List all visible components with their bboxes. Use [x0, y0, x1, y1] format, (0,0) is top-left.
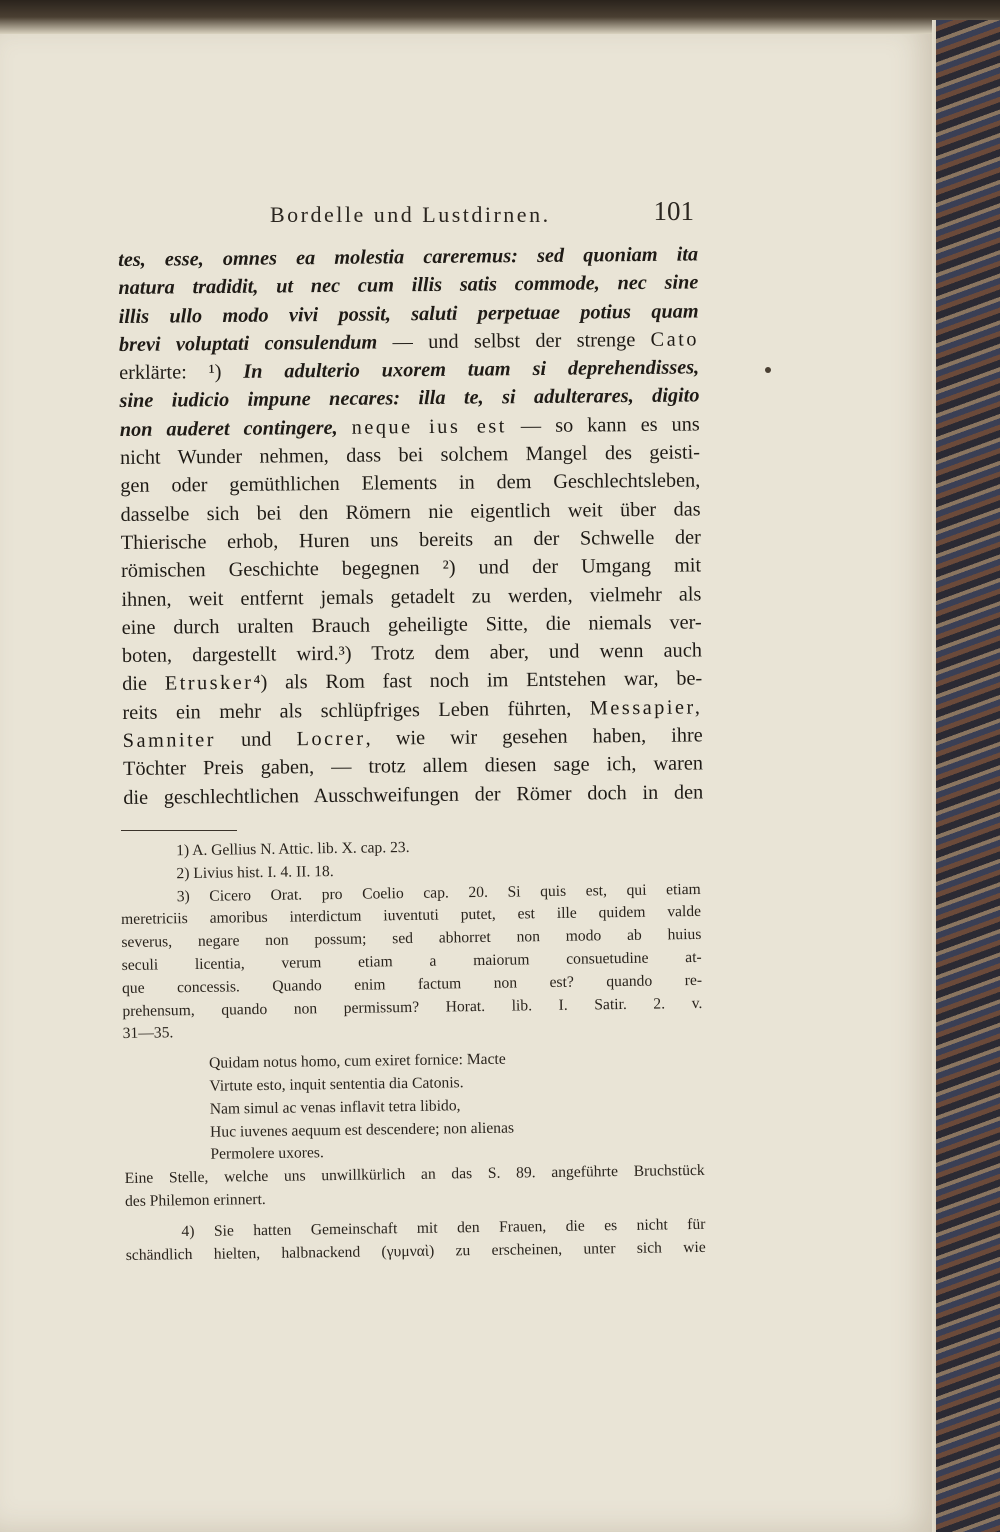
text-segment: eine durch uralten Brauch geheiligte Sitte, die niemals ver- [121, 611, 702, 639]
footnote-3-line: Eine Stelle, welche uns unwillkürlich an das S. 89. angeführte Bruchstück [124, 1162, 705, 1188]
text-segment: natura tradidit, ut nec cum illis satis commode, nec sine [118, 271, 699, 300]
text-segment: Locrer [296, 727, 366, 751]
text-segment: und [215, 728, 297, 752]
footnote-4-line: 4) Sie hatten Gemeinschaft mit den Frauen, die es nicht für [181, 1215, 706, 1240]
verse-line: Huc iuvenes aequum est descendere; non alienas [209, 1119, 515, 1141]
verse-line: Nam simul ac venas inflavit tetra libido, [209, 1097, 461, 1118]
footnote-3-line: des Philemon erinnert. [124, 1190, 266, 1210]
text-segment: nicht Wunder nehmen, dass bei solchem Mangel des geisti- [119, 441, 701, 470]
footnote-2: 2) Livius hist. I. 4. II. 18. [176, 862, 334, 883]
text-segment: Töchter Preis gaben, — trotz allem diesen sage ich, waren [122, 752, 704, 781]
ink-spot [765, 367, 771, 373]
text-segment: , wie wir gesehen haben, ihre [365, 724, 703, 750]
footnote-3-line: meretriciis amoribus interdictum iuventuti putet, est ille quidem valde [120, 903, 702, 929]
text-segment: erklärte: ¹) [119, 360, 244, 385]
footnote-rule [121, 830, 237, 831]
footnote-4-line: schändlich hielten, halbnackend (γυμναὶ) zu erscheinen, unter sich wie [125, 1238, 706, 1264]
text-segment: illis ullo modo vivi possit, saluti perpetuae potius quam [118, 300, 699, 328]
text-segment: tes, esse, omnes ea molestia careremus: sed quoniam ita [118, 243, 699, 271]
text-segment: sine iudicio impune necares: illa te, si adulterares, digito [119, 384, 700, 413]
text-segment: Samniter [122, 729, 217, 753]
text-segment: gen oder gemüthlichen Elements in dem Geschlechtsleben, [120, 469, 701, 498]
page-number: 101 [653, 196, 694, 226]
page-header [120, 196, 698, 236]
footnotes [120, 833, 706, 1267]
footnote-3-line: seculi licentia, verum etiam a maiorum consuetudine at- [121, 948, 702, 974]
main-text [118, 240, 703, 811]
text-segment: Etrusker [164, 672, 254, 696]
footnote-3-line: 3) Cicero Orat. pro Coelio cap. 20. Si quis est, qui etiam [176, 880, 701, 905]
text-line [123, 778, 703, 812]
verse-line: Virtute esto, inquit sententia dia Catonis. [209, 1074, 464, 1095]
text-segment: — und selbst der strenge [377, 328, 651, 354]
text-segment: Thierische erhob, Huren uns bereits an der Schwelle der [120, 526, 701, 554]
text-segment: brevi voluptati consulendum [118, 331, 378, 356]
verse-line: Quidam notus homo, cum exiret fornice: Macte [208, 1050, 506, 1072]
text-segment: boten, dargestellt wird.³) Trotz dem aber, und wenn auch [121, 639, 703, 668]
text-segment: dasselbe sich bei den Römern nie eigentlich weit über das [120, 498, 701, 526]
text-segment: neque ius est [351, 415, 507, 439]
verse-line: Permolere uxores. [210, 1144, 324, 1164]
text-segment: — so kann es uns [506, 413, 700, 438]
footnote-3-line: severus, negare non possum; sed abhorret non modo ab huius [121, 926, 702, 952]
text-segment: non auderet contingere, [119, 416, 352, 441]
text-segment: Messapier, [589, 696, 703, 720]
footnote-1: 1) A. Gellius N. Attic. lib. X. cap. 23. [176, 838, 410, 860]
footnote-3-line: 31—35. [122, 1024, 174, 1043]
footnote-3-line: que concessis. Quando enim factum non est? quando re- [121, 971, 703, 997]
footnote-3-line: prehensum, quando non permissum? Horat. lib. I. Satir. 2. v. [122, 994, 703, 1020]
text-segment: ⁴) als Rom fast noch im Entstehen war, be- [253, 667, 703, 695]
page-top-edge [0, 0, 1000, 34]
text-segment: Cato [650, 328, 700, 351]
text-segment: die geschlechtlichen Ausschweifungen der Römer doch in den [123, 781, 704, 809]
text-segment: die [122, 673, 165, 696]
running-head: Bordelle und Lustdirnen. [270, 202, 551, 227]
marbled-cover-edge [936, 20, 1000, 1532]
text-segment: ihnen, weit entfernt jemals getadelt zu werden, vielmehr als [121, 582, 702, 611]
text-segment: In adulterio uxorem tuam si deprehendisses, [243, 356, 700, 383]
text-segment: römischen Geschichte begegnen ²) und der Umgang mit [121, 554, 702, 583]
text-segment: reits ein mehr als schlüpfriges Leben führten, [122, 697, 590, 724]
